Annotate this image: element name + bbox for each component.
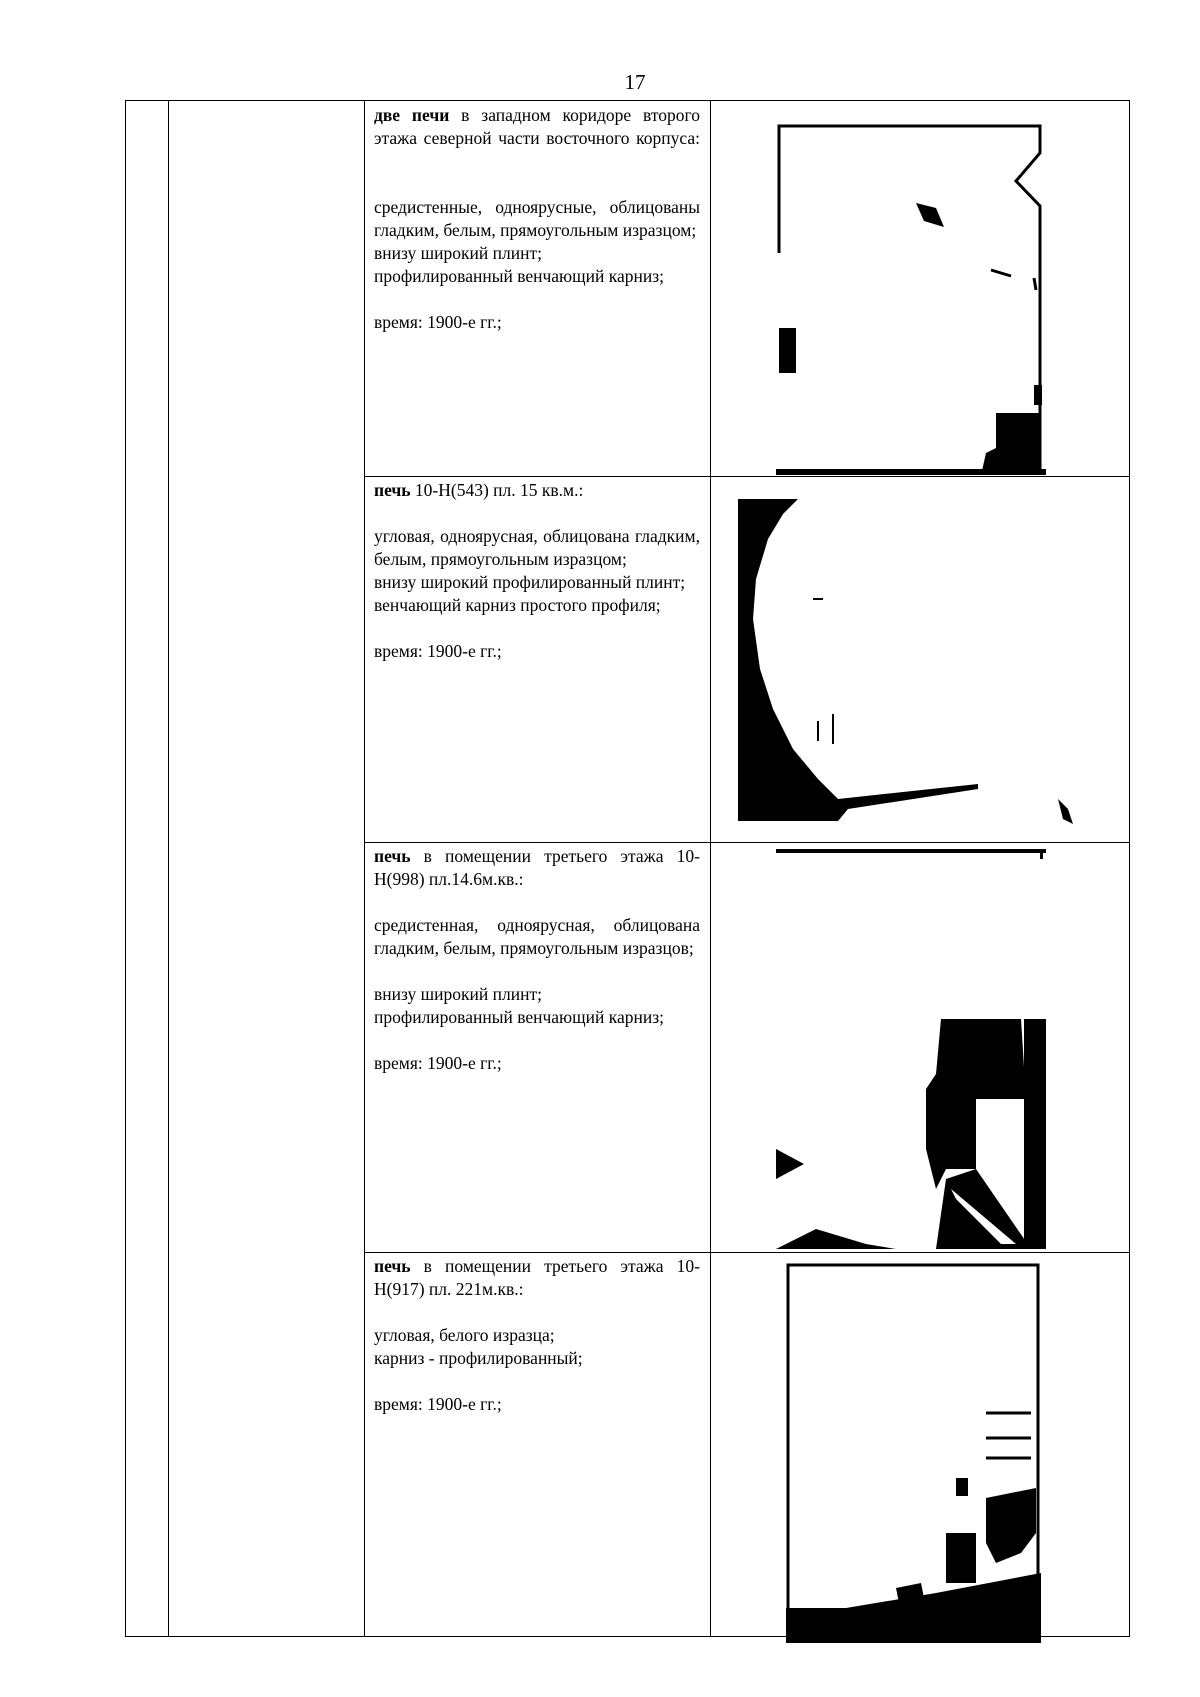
stove-photo-1 (776, 123, 1046, 475)
row-4-title: печь в помещении третьего этажа 10-Н(917) пл. 221м.кв.: (374, 1256, 700, 1299)
row-divider (364, 842, 1129, 843)
row-1-desc-1: средистенные, одноярусные, облицованы гладким, белым, прямоугольным изразцом; (374, 197, 700, 240)
column-divider (710, 101, 711, 1636)
row-2-desc-3: венчающий карниз простого профиля; (374, 595, 661, 615)
row-1-description (374, 104, 700, 334)
row-4-desc-2: карниз - профилированный; (374, 1348, 583, 1368)
row-divider (364, 476, 1129, 477)
row-2-time: время: 1900-е гг.; (374, 641, 502, 661)
row-3-desc-1: средистенная, одноярусная, облицована гладким, белым, прямоугольным изразцов; (374, 915, 700, 958)
row-3-description (374, 845, 700, 1075)
stove-photo-3 (776, 849, 1046, 1249)
row-2-title: печь 10-Н(543) пл. 15 кв.м.: (374, 480, 584, 500)
row-1-desc-2: внизу широкий плинт; (374, 243, 542, 263)
row-4-time: время: 1900-е гг.; (374, 1394, 502, 1414)
row-divider (364, 1252, 1129, 1253)
row-3-desc-2: внизу широкий плинт; (374, 984, 542, 1004)
row-2-desc-2: внизу широкий профилированный плинт; (374, 572, 686, 592)
row-2-desc-1: угловая, одноярусная, облицована гладким, белым, прямоугольным изразцом; (374, 526, 700, 569)
column-divider (364, 101, 365, 1636)
page-number: 17 (624, 70, 646, 94)
stoves-table (125, 100, 1130, 1637)
row-2-description (374, 479, 700, 663)
row-3-desc-3: профилированный венчающий карниз; (374, 1007, 664, 1027)
row-3-time: время: 1900-е гг.; (374, 1053, 502, 1073)
stove-photo-4 (786, 1263, 1041, 1643)
row-1-desc-3: профилированный венчающий карниз; (374, 266, 664, 286)
stove-photo-2 (738, 499, 1078, 829)
row-4-description (374, 1255, 700, 1416)
row-1-time: время: 1900-е гг.; (374, 312, 502, 332)
row-4-desc-1: угловая, белого изразца; (374, 1325, 555, 1345)
row-1-title: две печи в западном коридоре второго этажа северной части восточного корпуса: (374, 105, 701, 148)
column-divider (168, 101, 169, 1636)
row-3-title: печь в помещении третьего этажа 10-Н(998) пл.14.6м.кв.: (374, 846, 700, 889)
